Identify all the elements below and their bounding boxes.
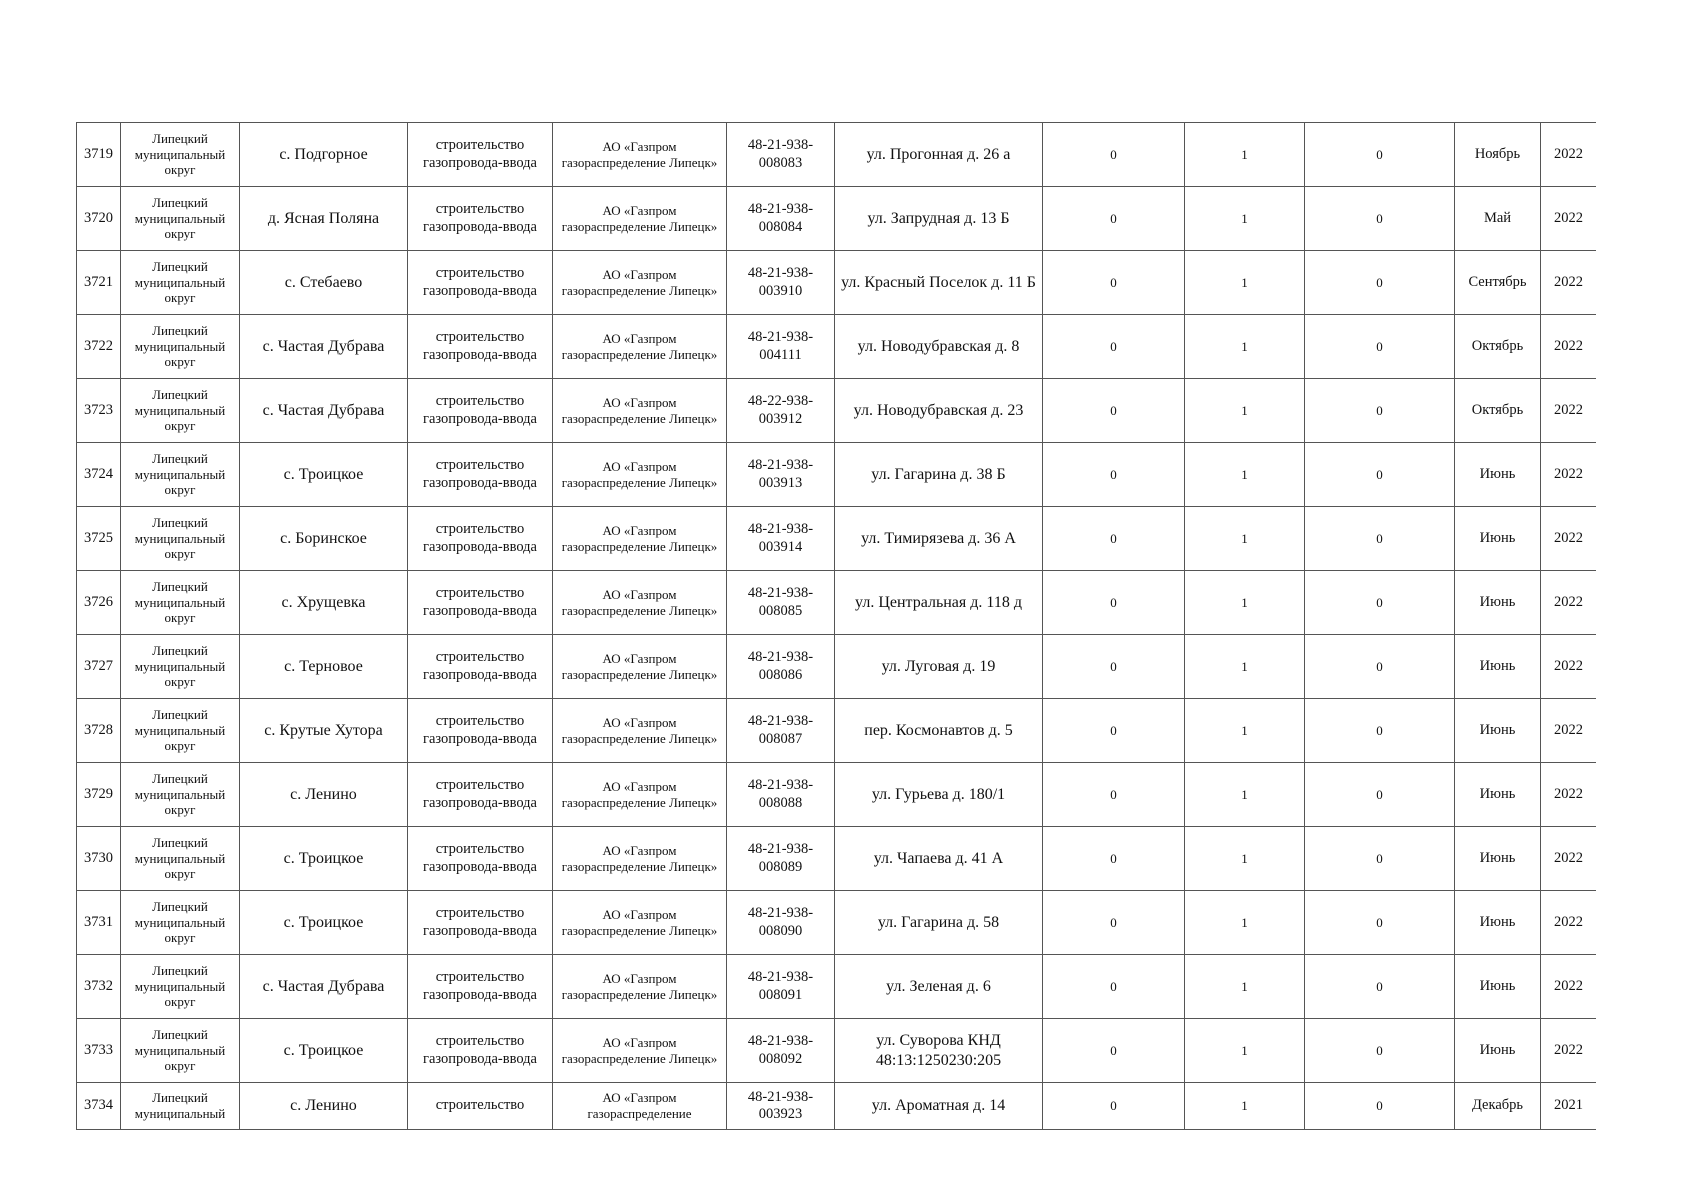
value-cell-3: 0 bbox=[1305, 891, 1455, 955]
value-cell-1: 0 bbox=[1043, 1083, 1185, 1130]
value-cell-3: 0 bbox=[1305, 507, 1455, 571]
address-cell: ул. Гагарина д. 58 bbox=[835, 891, 1043, 955]
month-cell: Июнь bbox=[1455, 955, 1541, 1019]
value-cell-3: 0 bbox=[1305, 1019, 1455, 1083]
organization-cell: АО «Газпром газораспределение Липецк» bbox=[553, 251, 727, 315]
address-cell: ул. Новодубравская д. 23 bbox=[835, 379, 1043, 443]
month-cell: Декабрь bbox=[1455, 1083, 1541, 1130]
work-type-cell: строительство bbox=[408, 1083, 553, 1130]
organization-cell: АО «Газпром газораспределение Липецк» bbox=[553, 763, 727, 827]
address-cell: ул. Гагарина д. 38 Б bbox=[835, 443, 1043, 507]
month-cell: Ноябрь bbox=[1455, 123, 1541, 187]
district-cell: Липецкий муниципальный округ bbox=[121, 251, 240, 315]
object-code-cell: 48-21-938-008089 bbox=[727, 827, 835, 891]
district-cell: Липецкий муниципальный округ bbox=[121, 123, 240, 187]
object-code-cell: 48-21-938-004111 bbox=[727, 315, 835, 379]
district-cell: Липецкий муниципальный округ bbox=[121, 315, 240, 379]
district-cell: Липецкий муниципальный округ bbox=[121, 571, 240, 635]
work-type-cell: строительство газопровода-ввода bbox=[408, 635, 553, 699]
value-cell-1: 0 bbox=[1043, 187, 1185, 251]
year-cell: 2022 bbox=[1541, 187, 1597, 251]
document-page bbox=[76, 122, 1596, 1144]
address-cell: ул. Гурьева д. 180/1 bbox=[835, 763, 1043, 827]
organization-cell: АО «Газпром газораспределение Липецк» bbox=[553, 1019, 727, 1083]
row-number: 3725 bbox=[77, 507, 121, 571]
row-number: 3720 bbox=[77, 187, 121, 251]
work-type-cell: строительство газопровода-ввода bbox=[408, 123, 553, 187]
organization-cell: АО «Газпром газораспределение Липецк» bbox=[553, 379, 727, 443]
value-cell-2: 1 bbox=[1185, 1083, 1305, 1130]
table-row bbox=[77, 827, 1597, 891]
district-cell: Липецкий муниципальный округ bbox=[121, 443, 240, 507]
value-cell-2: 1 bbox=[1185, 763, 1305, 827]
table-row bbox=[77, 763, 1597, 827]
object-code-cell: 48-21-938-003913 bbox=[727, 443, 835, 507]
settlement-cell: с. Частая Дубрава bbox=[240, 379, 408, 443]
value-cell-2: 1 bbox=[1185, 827, 1305, 891]
object-code-cell: 48-21-938-008087 bbox=[727, 699, 835, 763]
organization-cell: АО «Газпром газораспределение Липецк» bbox=[553, 955, 727, 1019]
year-cell: 2022 bbox=[1541, 571, 1597, 635]
organization-cell: АО «Газпром газораспределение Липецк» bbox=[553, 635, 727, 699]
year-cell: 2021 bbox=[1541, 1083, 1597, 1130]
object-code-cell: 48-21-938-008086 bbox=[727, 635, 835, 699]
value-cell-2: 1 bbox=[1185, 379, 1305, 443]
value-cell-1: 0 bbox=[1043, 699, 1185, 763]
object-code-cell: 48-21-938-008090 bbox=[727, 891, 835, 955]
organization-cell: АО «Газпром газораспределение Липецк» bbox=[553, 571, 727, 635]
value-cell-1: 0 bbox=[1043, 635, 1185, 699]
organization-cell: АО «Газпром газораспределение Липецк» bbox=[553, 123, 727, 187]
value-cell-2: 1 bbox=[1185, 443, 1305, 507]
year-cell: 2022 bbox=[1541, 699, 1597, 763]
settlement-cell: с. Частая Дубрава bbox=[240, 955, 408, 1019]
object-code-cell: 48-21-938-008083 bbox=[727, 123, 835, 187]
work-type-cell: строительство газопровода-ввода bbox=[408, 1019, 553, 1083]
table-row bbox=[77, 1083, 1597, 1130]
address-cell: ул. Центральная д. 118 д bbox=[835, 571, 1043, 635]
month-cell: Июнь bbox=[1455, 443, 1541, 507]
organization-cell: АО «Газпром газораспределение Липецк» bbox=[553, 443, 727, 507]
value-cell-1: 0 bbox=[1043, 379, 1185, 443]
object-code-cell: 48-22-938-003912 bbox=[727, 379, 835, 443]
value-cell-2: 1 bbox=[1185, 1019, 1305, 1083]
value-cell-1: 0 bbox=[1043, 123, 1185, 187]
value-cell-1: 0 bbox=[1043, 571, 1185, 635]
value-cell-2: 1 bbox=[1185, 315, 1305, 379]
organization-cell: АО «Газпром газораспределение Липецк» bbox=[553, 891, 727, 955]
work-type-cell: строительство газопровода-ввода bbox=[408, 699, 553, 763]
district-cell: Липецкий муниципальный округ bbox=[121, 1019, 240, 1083]
value-cell-3: 0 bbox=[1305, 379, 1455, 443]
settlement-cell: с. Троицкое bbox=[240, 443, 408, 507]
settlement-cell: с. Терновое bbox=[240, 635, 408, 699]
settlement-cell: с. Троицкое bbox=[240, 1019, 408, 1083]
row-number: 3728 bbox=[77, 699, 121, 763]
district-cell: Липецкий муниципальный округ bbox=[121, 507, 240, 571]
row-number: 3734 bbox=[77, 1083, 121, 1130]
address-cell: ул. Зеленая д. 6 bbox=[835, 955, 1043, 1019]
address-cell: ул. Ароматная д. 14 bbox=[835, 1083, 1043, 1130]
organization-cell: АО «Газпром газораспределение Липецк» bbox=[553, 699, 727, 763]
settlement-cell: с. Частая Дубрава bbox=[240, 315, 408, 379]
settlement-cell: д. Ясная Поляна bbox=[240, 187, 408, 251]
month-cell: Июнь bbox=[1455, 1019, 1541, 1083]
object-code-cell: 48-21-938-008084 bbox=[727, 187, 835, 251]
settlement-cell: с. Стебаево bbox=[240, 251, 408, 315]
row-number: 3732 bbox=[77, 955, 121, 1019]
year-cell: 2022 bbox=[1541, 1019, 1597, 1083]
row-number: 3729 bbox=[77, 763, 121, 827]
settlement-cell: с. Троицкое bbox=[240, 827, 408, 891]
settlement-cell: с. Ленино bbox=[240, 1083, 408, 1130]
month-cell: Май bbox=[1455, 187, 1541, 251]
work-type-cell: строительство газопровода-ввода bbox=[408, 251, 553, 315]
value-cell-1: 0 bbox=[1043, 315, 1185, 379]
address-cell: ул. Луговая д. 19 bbox=[835, 635, 1043, 699]
address-cell: пер. Космонавтов д. 5 bbox=[835, 699, 1043, 763]
value-cell-2: 1 bbox=[1185, 955, 1305, 1019]
value-cell-1: 0 bbox=[1043, 891, 1185, 955]
month-cell: Июнь bbox=[1455, 635, 1541, 699]
district-cell: Липецкий муниципальный округ bbox=[121, 635, 240, 699]
table-row bbox=[77, 1019, 1597, 1083]
value-cell-1: 0 bbox=[1043, 507, 1185, 571]
value-cell-3: 0 bbox=[1305, 187, 1455, 251]
settlement-cell: с. Крутые Хутора bbox=[240, 699, 408, 763]
value-cell-2: 1 bbox=[1185, 699, 1305, 763]
settlement-cell: с. Подгорное bbox=[240, 123, 408, 187]
value-cell-2: 1 bbox=[1185, 251, 1305, 315]
year-cell: 2022 bbox=[1541, 315, 1597, 379]
year-cell: 2022 bbox=[1541, 251, 1597, 315]
work-type-cell: строительство газопровода-ввода bbox=[408, 507, 553, 571]
value-cell-3: 0 bbox=[1305, 763, 1455, 827]
month-cell: Июнь bbox=[1455, 827, 1541, 891]
organization-cell: АО «Газпром газораспределение Липецк» bbox=[553, 315, 727, 379]
value-cell-3: 0 bbox=[1305, 827, 1455, 891]
work-type-cell: строительство газопровода-ввода bbox=[408, 379, 553, 443]
district-cell: Липецкий муниципальный округ bbox=[121, 763, 240, 827]
object-code-cell: 48-21-938-003923 bbox=[727, 1083, 835, 1130]
organization-cell: АО «Газпром газораспределение Липецк» bbox=[553, 507, 727, 571]
district-cell: Липецкий муниципальный bbox=[121, 1083, 240, 1130]
row-number: 3733 bbox=[77, 1019, 121, 1083]
district-cell: Липецкий муниципальный округ bbox=[121, 379, 240, 443]
value-cell-3: 0 bbox=[1305, 443, 1455, 507]
organization-cell: АО «Газпром газораспределение Липецк» bbox=[553, 827, 727, 891]
month-cell: Июнь bbox=[1455, 891, 1541, 955]
gas-connection-table bbox=[76, 122, 1596, 1130]
month-cell: Октябрь bbox=[1455, 315, 1541, 379]
row-number: 3721 bbox=[77, 251, 121, 315]
year-cell: 2022 bbox=[1541, 763, 1597, 827]
address-cell: ул. Прогонная д. 26 а bbox=[835, 123, 1043, 187]
row-number: 3723 bbox=[77, 379, 121, 443]
value-cell-3: 0 bbox=[1305, 635, 1455, 699]
month-cell: Июнь bbox=[1455, 699, 1541, 763]
month-cell: Июнь bbox=[1455, 763, 1541, 827]
value-cell-1: 0 bbox=[1043, 827, 1185, 891]
value-cell-1: 0 bbox=[1043, 251, 1185, 315]
row-number: 3731 bbox=[77, 891, 121, 955]
value-cell-3: 0 bbox=[1305, 1083, 1455, 1130]
table-body bbox=[77, 123, 1597, 1130]
value-cell-1: 0 bbox=[1043, 955, 1185, 1019]
row-number: 3727 bbox=[77, 635, 121, 699]
work-type-cell: строительство газопровода-ввода bbox=[408, 315, 553, 379]
district-cell: Липецкий муниципальный округ bbox=[121, 827, 240, 891]
value-cell-1: 0 bbox=[1043, 443, 1185, 507]
month-cell: Июнь bbox=[1455, 507, 1541, 571]
table-row bbox=[77, 891, 1597, 955]
row-number: 3726 bbox=[77, 571, 121, 635]
work-type-cell: строительство газопровода-ввода bbox=[408, 571, 553, 635]
table-row bbox=[77, 251, 1597, 315]
district-cell: Липецкий муниципальный округ bbox=[121, 955, 240, 1019]
table-row bbox=[77, 507, 1597, 571]
address-cell: ул. Запрудная д. 13 Б bbox=[835, 187, 1043, 251]
object-code-cell: 48-21-938-008092 bbox=[727, 1019, 835, 1083]
year-cell: 2022 bbox=[1541, 955, 1597, 1019]
object-code-cell: 48-21-938-008091 bbox=[727, 955, 835, 1019]
table-row bbox=[77, 955, 1597, 1019]
table-row bbox=[77, 635, 1597, 699]
value-cell-3: 0 bbox=[1305, 955, 1455, 1019]
value-cell-3: 0 bbox=[1305, 123, 1455, 187]
district-cell: Липецкий муниципальный округ bbox=[121, 891, 240, 955]
row-number: 3724 bbox=[77, 443, 121, 507]
year-cell: 2022 bbox=[1541, 635, 1597, 699]
work-type-cell: строительство газопровода-ввода bbox=[408, 763, 553, 827]
value-cell-3: 0 bbox=[1305, 699, 1455, 763]
month-cell: Июнь bbox=[1455, 571, 1541, 635]
object-code-cell: 48-21-938-008088 bbox=[727, 763, 835, 827]
value-cell-3: 0 bbox=[1305, 315, 1455, 379]
value-cell-1: 0 bbox=[1043, 1019, 1185, 1083]
month-cell: Сентябрь bbox=[1455, 251, 1541, 315]
work-type-cell: строительство газопровода-ввода bbox=[408, 443, 553, 507]
work-type-cell: строительство газопровода-ввода bbox=[408, 827, 553, 891]
work-type-cell: строительство газопровода-ввода bbox=[408, 891, 553, 955]
table-row bbox=[77, 187, 1597, 251]
settlement-cell: с. Хрущевка bbox=[240, 571, 408, 635]
district-cell: Липецкий муниципальный округ bbox=[121, 187, 240, 251]
value-cell-3: 0 bbox=[1305, 571, 1455, 635]
year-cell: 2022 bbox=[1541, 891, 1597, 955]
object-code-cell: 48-21-938-003910 bbox=[727, 251, 835, 315]
address-cell: ул. Чапаева д. 41 А bbox=[835, 827, 1043, 891]
value-cell-1: 0 bbox=[1043, 763, 1185, 827]
address-cell: ул. Тимирязева д. 36 А bbox=[835, 507, 1043, 571]
table-row bbox=[77, 699, 1597, 763]
year-cell: 2022 bbox=[1541, 123, 1597, 187]
year-cell: 2022 bbox=[1541, 507, 1597, 571]
work-type-cell: строительство газопровода-ввода bbox=[408, 187, 553, 251]
value-cell-2: 1 bbox=[1185, 635, 1305, 699]
value-cell-2: 1 bbox=[1185, 507, 1305, 571]
table-row bbox=[77, 571, 1597, 635]
table-row bbox=[77, 443, 1597, 507]
value-cell-2: 1 bbox=[1185, 571, 1305, 635]
table-row bbox=[77, 123, 1597, 187]
row-number: 3719 bbox=[77, 123, 121, 187]
object-code-cell: 48-21-938-008085 bbox=[727, 571, 835, 635]
month-cell: Октябрь bbox=[1455, 379, 1541, 443]
year-cell: 2022 bbox=[1541, 827, 1597, 891]
year-cell: 2022 bbox=[1541, 443, 1597, 507]
organization-cell: АО «Газпром газораспределение bbox=[553, 1083, 727, 1130]
address-cell: ул. Суворова КНД 48:13:1250230:205 bbox=[835, 1019, 1043, 1083]
district-cell: Липецкий муниципальный округ bbox=[121, 699, 240, 763]
address-cell: ул. Красный Поселок д. 11 Б bbox=[835, 251, 1043, 315]
object-code-cell: 48-21-938-003914 bbox=[727, 507, 835, 571]
table-row bbox=[77, 379, 1597, 443]
work-type-cell: строительство газопровода-ввода bbox=[408, 955, 553, 1019]
value-cell-2: 1 bbox=[1185, 187, 1305, 251]
address-cell: ул. Новодубравская д. 8 bbox=[835, 315, 1043, 379]
value-cell-2: 1 bbox=[1185, 123, 1305, 187]
settlement-cell: с. Троицкое bbox=[240, 891, 408, 955]
table-row bbox=[77, 315, 1597, 379]
value-cell-2: 1 bbox=[1185, 891, 1305, 955]
value-cell-3: 0 bbox=[1305, 251, 1455, 315]
settlement-cell: с. Боринское bbox=[240, 507, 408, 571]
row-number: 3722 bbox=[77, 315, 121, 379]
organization-cell: АО «Газпром газораспределение Липецк» bbox=[553, 187, 727, 251]
year-cell: 2022 bbox=[1541, 379, 1597, 443]
settlement-cell: с. Ленино bbox=[240, 763, 408, 827]
row-number: 3730 bbox=[77, 827, 121, 891]
